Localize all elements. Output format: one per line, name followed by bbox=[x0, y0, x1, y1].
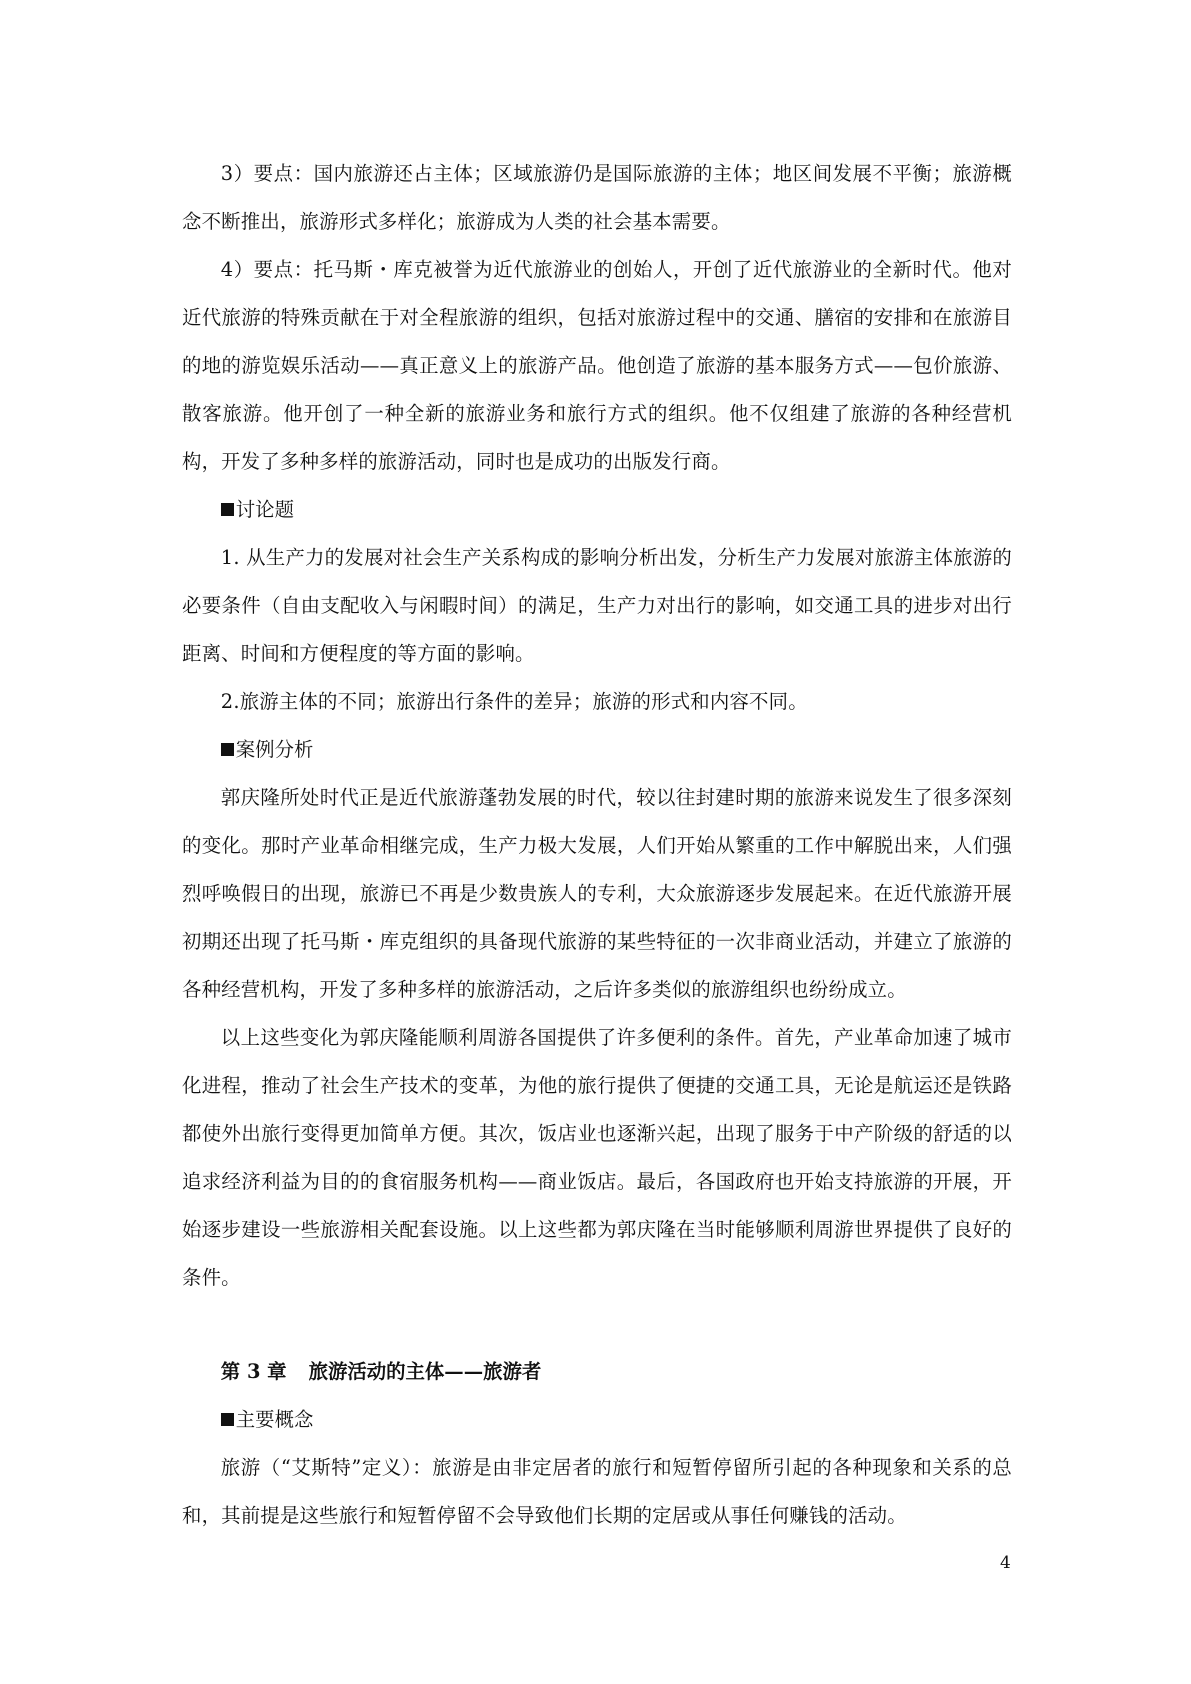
square-bullet-icon bbox=[221, 1413, 234, 1426]
square-bullet-icon bbox=[221, 743, 234, 756]
concepts-heading bbox=[182, 1396, 1012, 1444]
chapter-heading bbox=[182, 1348, 1012, 1396]
chapter-number: 第 3 章 bbox=[220, 1360, 287, 1383]
case-paragraph-2: 以上这些变化为郭庆隆能顺利周游各国提供了许多便利的条件。首先，产业革命加速了城市化进程，推动了社会生产技术的变革，为他的旅行提供了便捷的交通工具，无论是航运还是铁路都使外出旅行变得更加简单方便。其次，饭店业也逐渐兴起，出现了服务于中产阶级的舒适的以追求经济利益为目的的食宿服务机构——商业饭店。最后，各国政府也开始支持旅游的开展，开始逐步建设一些旅游相关配套设施。以上这些都为郭庆隆在当时能够顺利周游世界提供了良好的条件。 bbox=[182, 1026, 1012, 1289]
discussion-item-2: 2.旅游主体的不同；旅游出行条件的差异；旅游的形式和内容不同。 bbox=[220, 690, 808, 713]
discussion-heading-label: 讨论题 bbox=[235, 498, 294, 521]
case-heading bbox=[182, 726, 1012, 774]
paragraph-point-4: 4）要点：托马斯・库克被誉为近代旅游业的创始人，开创了近代旅游业的全新时代。他对近代旅游的特殊贡献在于对全程旅游的组织，包括对旅游过程中的交通、膳宿的安排和在旅游目的地的游览娱乐活动——真正意义上的旅游产品。他创造了旅游的基本服务方式——包价旅游、散客旅游。他开创了一种全新的旅游业务和旅行方式的组织。他不仅组建了旅游的各种经营机构，开发了多种多样的旅游活动，同时也是成功的出版发行商。 bbox=[182, 258, 1012, 473]
square-bullet-icon bbox=[221, 503, 234, 516]
concepts-heading-label: 主要概念 bbox=[235, 1408, 314, 1431]
discussion-item-1: 1. 从生产力的发展对社会生产关系构成的影响分析出发，分析生产力发展对旅游主体旅游的必要条件（自由支配收入与闲暇时间）的满足，生产力对出行的影响，如交通工具的进步对出行距离、时间和方便程度的等方面的影响。 bbox=[182, 546, 1012, 665]
case-heading-label: 案例分析 bbox=[235, 738, 314, 761]
paragraph-point-3: 3）要点：国内旅游还占主体；区域旅游仍是国际旅游的主体；地区间发展不平衡；旅游概念不断推出，旅游形式多样化；旅游成为人类的社会基本需要。 bbox=[182, 162, 1012, 233]
chapter-title: 旅游活动的主体——旅游者 bbox=[308, 1360, 542, 1383]
discussion-heading bbox=[182, 486, 1012, 534]
concept-definition-tourism: 旅游（“艾斯特”定义）：旅游是由非定居者的旅行和短暂停留所引起的各种现象和关系的总和，其前提是这些旅行和短暂停留不会导致他们长期的定居或从事任何赚钱的活动。 bbox=[182, 1456, 1012, 1527]
page-number: 4 bbox=[1000, 1553, 1011, 1573]
page-content bbox=[182, 150, 1012, 1540]
case-paragraph-1: 郭庆隆所处时代正是近代旅游蓬勃发展的时代，较以往封建时期的旅游来说发生了很多深刻的变化。那时产业革命相继完成，生产力极大发展，人们开始从繁重的工作中解脱出来，人们强烈呼唤假日的出现，旅游已不再是少数贵族人的专利，大众旅游逐步发展起来。在近代旅游开展初期还出现了托马斯・库克组织的具备现代旅游的某些特征的一次非商业活动，并建立了旅游的各种经营机构，开发了多种多样的旅游活动，之后许多类似的旅游组织也纷纷成立。 bbox=[182, 786, 1012, 1001]
